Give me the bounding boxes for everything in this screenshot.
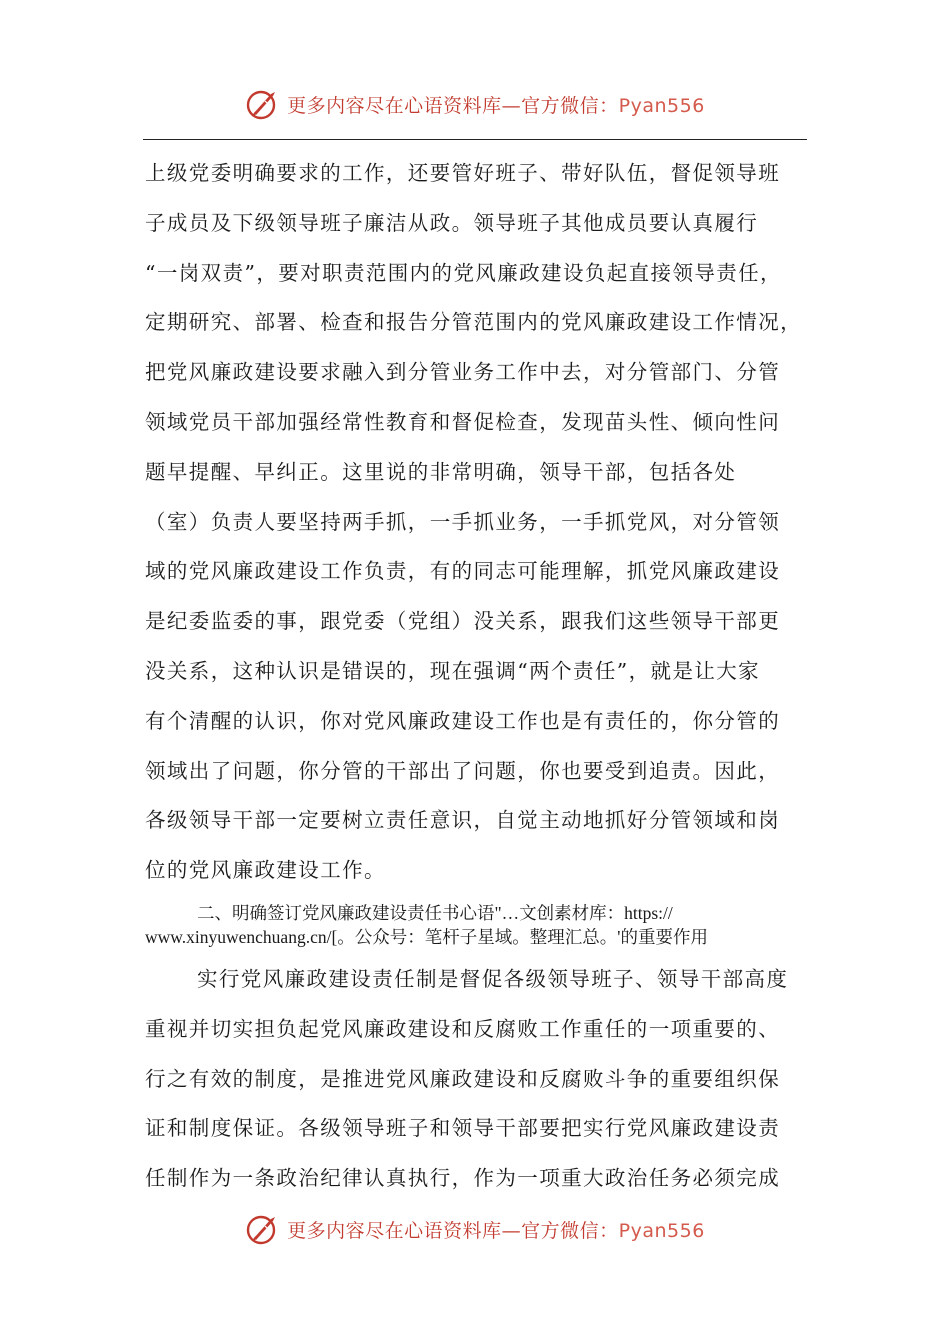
text-line: 子成员及下级领导班子廉洁从政。领导班子其他成员要认真履行 — [145, 210, 759, 235]
banner-text: 更多内容尽在心语资料库—官方微信：Pyan556 — [287, 1219, 705, 1242]
text-line: 证和制度保证。各级领导班子和领导干部要把实行党风廉政建设责 — [145, 1116, 781, 1141]
heading-line-1: 二、明确签订党风廉政建设责任书心语"…文创素材库：https:// — [197, 902, 673, 923]
document-body — [145, 149, 810, 1204]
text-line: 题早提醒、早纠正。这里说的非常明确，领导干部，包括各处 — [145, 459, 737, 484]
heading-line-2: www.xinyuwenchuang.cn/[。公众号：笔杆子星域。整理汇总。'的重要作用 — [145, 926, 708, 947]
text-line: 领域党员干部加强经常性教育和督促检查，发现苗头性、倾向性问 — [145, 409, 781, 434]
text-line: 领域出了问题，你分管的干部出了问题，你也要受到追责。因此， — [145, 758, 781, 783]
text-line: 有个清醒的认识，你对党风廉政建设工作也是有责任的，你分管的 — [145, 708, 781, 733]
wechat-id: Pyan556 — [618, 1219, 705, 1242]
text-line: 上级党委明确要求的工作，还要管好班子、带好队伍，督促领导班 — [145, 161, 781, 185]
text-line: 把党风廉政建设要求融入到分管业务工作中去，对分管部门、分管 — [145, 360, 781, 385]
text-line: 行之有效的制度，是推进党风廉政建设和反腐败斗争的重要组织保 — [145, 1066, 781, 1091]
header-rule — [143, 139, 807, 140]
footer-banner — [0, 1209, 950, 1249]
text-line: 任制作为一条政治纪律认真执行，作为一项重大政治任务必须完成 — [145, 1166, 781, 1191]
quill-pen-logo-icon — [245, 1211, 281, 1247]
text-line: 域的党风廉政建设工作负责，有的同志可能理解，抓党风廉政建设 — [145, 559, 781, 584]
text-line: 定期研究、部署、检查和报告分管范围内的党风廉政建设工作情况， — [145, 310, 802, 335]
paragraph-2 — [145, 955, 810, 1204]
banner-text: 更多内容尽在心语资料库—官方微信：Pyan556 — [287, 94, 705, 117]
text-line: “一岗双责”，要对职责范围内的党风廉政建设负起直接领导责任， — [145, 260, 782, 285]
text-line: 实行党风廉政建设责任制是督促各级领导班子、领导干部高度 — [197, 966, 789, 991]
wechat-id: Pyan556 — [618, 94, 705, 117]
header-banner — [0, 84, 950, 124]
text-line: 各级领导干部一定要树立责任意识，自觉主动地抓好分管领域和岗 — [145, 808, 781, 833]
text-line: 没关系，这种认识是错误的，现在强调“两个责任”，就是让大家 — [145, 658, 761, 683]
text-line: 是纪委监委的事，跟党委（党组）没关系，跟我们这些领导干部更 — [145, 609, 781, 634]
text-line: （室）负责人要坚持两手抓，一手抓业务，一手抓党风，对分管领 — [145, 509, 781, 534]
paragraph-1 — [145, 149, 810, 896]
quill-pen-logo-icon — [245, 86, 281, 122]
text-line: 位的党风廉政建设工作。 — [145, 858, 386, 883]
section-heading — [145, 901, 810, 949]
text-line: 重视并切实担负起党风廉政建设和反腐败工作重任的一项重要的、 — [145, 1016, 781, 1041]
